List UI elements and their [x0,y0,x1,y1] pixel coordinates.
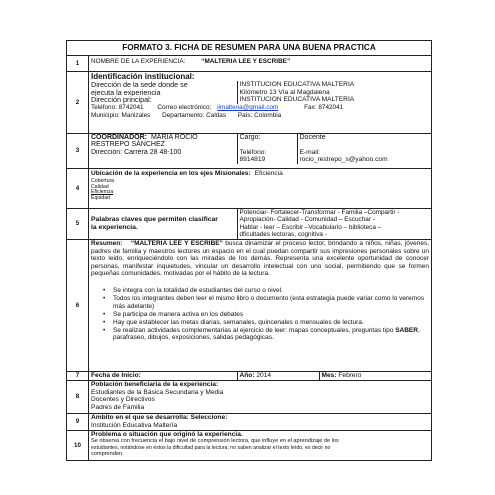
axis-option: Calidad [91,183,109,190]
experience-name-label: NOMBRE DE LA EXPERIENCIA: [91,58,186,65]
summary-bullet-bold: SABER [395,326,418,334]
fax-text: Fax: 8742041 [304,104,344,112]
row-3 [67,134,432,169]
summary-title: “MALTERIA LEE Y ESCRIBE” [130,240,223,247]
keywords-label [89,209,237,239]
pais-text: País: Colombia [237,111,282,119]
keywords-line: dficultades lectoras, cognitiva - [239,230,327,238]
axes-options [91,179,429,203]
form-table [66,40,432,461]
row-number: 2 [67,72,89,134]
row-number: 5 [67,209,89,240]
population-line: Estudiantes de la Básica Secundaria y Media [91,388,224,396]
coordinator-email [297,149,432,164]
coordinator-address: Dirección: Carrera 28 48-100 [89,149,237,164]
start-date-label: Fecha de Inicio: [89,372,237,380]
summary-label: Resumen: [91,240,123,247]
problem-cell [89,431,432,461]
cargo-label: Cargo: [237,134,297,149]
location-line [89,112,432,119]
keywords-line: Hablar - leer – Escribir –Vocabulario – biblioteca – [239,223,382,231]
row-number: 3 [67,134,89,169]
problem-line: estudiantes, notándose en éstos la dificultad para la lectura; no saben analizar el texto leído, es decir no [91,444,331,451]
month-label: Mes: [321,372,337,379]
summary-bullet: • Se integra con la totalidad de estudiantes del curso o nivel. [103,287,429,295]
row-1 [67,56,432,72]
axis-option: Equidad [91,195,111,202]
axes-label: Ubicación de la experiencia en los ejes Misionales: [91,170,251,177]
sede-value-line: INSTITUCION EDUCATIVA MALTERIA [239,81,355,88]
coordinator-label: COORDINADOR: [91,134,147,141]
summary-bullets [103,287,429,342]
institution-heading: Identificación institucional: [91,72,195,81]
keywords-label-line: la experiencia. [91,223,138,231]
scope-value: Institución Educativa Maltería [91,421,178,429]
year-label: Año: [239,372,255,379]
phone-value: 8914819 [239,156,266,164]
summary-text: busca dinamizar el proceso lector, brindando a niños, niñas, jóvenes, padres de familia y maestros lectores un espacio en el cual puedan compartir sus impresiones personales sobre un texto leido, enriqueciéndolo con las miradas de los demás. Representa una excelente oportunidad de conocer personas, manifestar inquietudes, vincular un desarrollo intelectual con uno social, permitiendo que se formen pequeñas comunidades, motivadas por el hábito de la lectura. [91,240,430,278]
row-number: 4 [67,169,89,209]
axes-value: Eficiencia [254,170,283,177]
month-value: Febrero [338,372,362,379]
departamento-text: Departamento: Caldas [162,111,227,119]
row-4 [67,169,432,209]
summary-bullet: • Hay que establecer las metas diarias, semanales, quincenales o mensuales de lectura. [103,319,429,327]
coordinator-phone [237,149,297,164]
problem-line: Se observa con frecuencia el bajo nivel de comprensión lectora, que influye en el aprendizaje de los [91,438,339,445]
phone-label: Teléfono: [239,148,267,156]
sede-label-line: Dirección de la sede donde se [91,81,188,89]
start-date-cell [89,372,432,381]
experience-name-cell [89,56,432,72]
summary-cell [89,240,432,372]
scope-cell [89,414,432,431]
main-address-value: INSTITUCIÓN EDUCATIVA MALTERÍA [239,96,355,104]
axis-option: Cobertura [91,177,115,184]
institution-email-link[interactable]: iimalteria@gmail.com [217,104,279,112]
row-number: 6 [67,240,89,372]
sede-label [89,81,237,96]
keywords-line: Apropiación- Calidad - Comunidad – Escuchar - [239,216,375,224]
keywords-line: Potenciar- Fortalecer-Transformar - Familia –Compartir - [239,209,400,216]
email-label: Correo electrónico: [157,104,212,112]
experience-name-value: “MALTERIA LEE Y ESCRIBE” [201,58,291,65]
email-value: rocio_restrepo_s@yahoo.com [299,156,388,164]
population-cell [89,381,432,414]
coordinator-name-line: RESTREPO SÁNCHEZ [91,141,165,149]
summary-bullet-text: , parafraseo, dibujos, exposiciones, salidas pedagógicas. [113,326,420,342]
row-10 [67,431,432,461]
keywords-label-line: Palabras claves que permiten clasificar [91,216,218,223]
row-2 [67,72,432,134]
summary-paragraph [91,240,429,278]
problem-label: Problema o situación que originó la experiencia. [91,431,243,438]
email-label: E-mail: [299,148,321,156]
coordinator-name-line: MARIA ROCIO [150,134,198,141]
keywords-cell [89,209,432,240]
summary-bullet [103,327,429,342]
row-number: 7 [67,372,89,381]
summary-bullet-text: Se realizan actividades complementarias al ejercicio de leer: mapas conceptuales, preguntas tipo [113,326,396,334]
population-line: Padres de Familia [91,403,145,411]
sede-value [237,81,432,96]
row-number: 9 [67,414,89,431]
scope-label: Ambito en el que se desarrolla: Seleccione: [91,414,228,421]
sede-value-line: Kilómetro 13 Vía al Magdalena [239,88,330,96]
coordinator-cell [89,134,432,169]
population-label: Población beneficiaria de la experiencia: [91,381,219,388]
summary-bullet: • Todos los integrantes deben leer el mismo libro o documento (esta estrategia puede variar como lo veremos más adelante) [103,295,429,310]
phone-text: Teléfono: 8742041 [91,104,144,112]
title-row [67,41,432,56]
year-cell [237,372,319,380]
axis-option-selected: Eficiencia [91,189,114,196]
problem-line: comprenden. [91,451,124,458]
main-address-label: Dirección principal: [89,96,237,104]
institution-cell [89,72,432,134]
row-number: 10 [67,431,89,461]
row-6 [67,240,432,372]
form-title: FORMATO 3. FICHA DE RESUMEN PARA UNA BUENA PRACTICA [67,41,432,56]
cargo-value: Docente [299,134,326,141]
row-number: 1 [67,56,89,72]
row-number: 8 [67,381,89,414]
row-9 [67,414,432,431]
keywords-value [237,209,432,239]
contact-line [89,104,432,112]
month-cell [319,372,432,380]
coordinator-name [89,134,237,149]
axes-cell [89,169,432,209]
summary-bullet: • Se participa de manera activa en los debates [103,311,429,319]
municipio-text: Municipio: Manizales [91,111,151,119]
row-8 [67,381,432,414]
year-value: 2014 [256,372,272,379]
sede-label-line: ejecuta la experiencia [91,87,161,97]
row-7 [67,372,432,381]
population-line: Docentes y Directivos [91,396,155,404]
row-5 [67,209,432,240]
summary-form [66,40,431,461]
